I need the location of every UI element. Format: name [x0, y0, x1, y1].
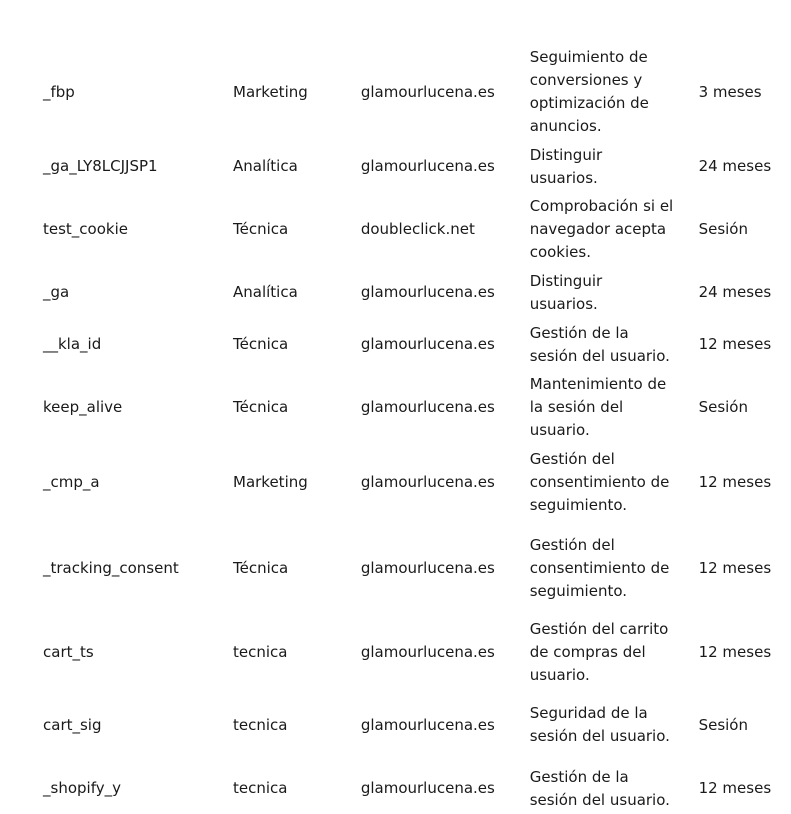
- cookie-domain: glamourlucena.es: [360, 398, 495, 416]
- cookie-domain: glamourlucena.es: [360, 559, 495, 577]
- table-row: [31, 265, 791, 320]
- table-row: [31, 763, 791, 814]
- cookie-purpose: Seguridad de la sesión del usuario.: [529, 704, 670, 745]
- cookie-duration: 3 meses: [698, 82, 762, 101]
- table-row: [31, 139, 791, 194]
- cookie-duration: Sesión: [698, 220, 748, 238]
- cookie-type: Marketing: [233, 82, 308, 101]
- cookie-type: Analítica: [233, 283, 298, 301]
- cookie-type: Técnica: [233, 559, 289, 577]
- cookies-table-body: [31, 45, 791, 814]
- cookie-purpose: Gestión de la sesión del usuario.: [529, 767, 670, 809]
- table-row: [31, 320, 791, 369]
- cookie-type: Técnica: [233, 398, 289, 416]
- cookie-duration: 12 meses: [698, 473, 772, 491]
- cookie-type: tecnica: [233, 715, 288, 734]
- cookie-type: Técnica: [233, 335, 289, 353]
- table-row: [31, 618, 791, 687]
- cookie-purpose: Distinguir usuarios.: [529, 271, 603, 313]
- table-row: [31, 446, 791, 519]
- cookie-domain: glamourlucena.es: [360, 82, 495, 101]
- cookie-type: Marketing: [233, 473, 308, 491]
- cookie-purpose: Comprobación si el navegador acepta cookies.: [529, 197, 674, 261]
- cookie-name: _ga_LY8LCJJSP1: [43, 157, 158, 175]
- cookie-domain: glamourlucena.es: [360, 715, 495, 734]
- cookie-duration: 24 meses: [698, 157, 772, 175]
- cookie-domain: glamourlucena.es: [360, 779, 495, 797]
- cookie-name: _ga: [43, 283, 70, 301]
- cookies-table: [31, 45, 791, 814]
- cookie-type: Analítica: [233, 157, 298, 175]
- cookie-domain: glamourlucena.es: [360, 643, 495, 661]
- cookie-purpose: Gestión del consentimiento de seguimiento.: [529, 536, 670, 600]
- cookie-name: test_cookie: [43, 220, 128, 238]
- cookie-duration: 24 meses: [698, 283, 772, 301]
- cookie-purpose: Seguimiento de conversiones y optimización de anuncios.: [529, 48, 649, 135]
- cookie-duration: 12 meses: [698, 335, 772, 353]
- table-row: [31, 687, 791, 763]
- cookie-type: tecnica: [233, 643, 288, 661]
- cookie-name: _shopify_y: [43, 779, 121, 797]
- cookie-duration: Sesión: [698, 715, 748, 734]
- table-row: [31, 519, 791, 618]
- cookie-purpose: Gestión del consentimiento de seguimiento.: [529, 450, 670, 514]
- cookie-name: __kla_id: [43, 335, 102, 353]
- cookie-name: _fbp: [43, 82, 75, 101]
- cookie-name: _cmp_a: [43, 473, 100, 491]
- cookie-name: keep_alive: [43, 398, 123, 416]
- table-row: [31, 194, 791, 265]
- cookie-purpose: Gestión del carrito de compras del usuario.: [529, 620, 669, 684]
- cookie-duration: 12 meses: [698, 779, 772, 797]
- cookie-purpose: Mantenimiento de la sesión del usuario.: [529, 375, 667, 439]
- cookie-duration: Sesión: [698, 398, 748, 416]
- table-row: [31, 369, 791, 446]
- cookie-domain: glamourlucena.es: [360, 473, 495, 491]
- cookie-domain: doubleclick.net: [360, 220, 475, 238]
- cookie-domain: glamourlucena.es: [360, 283, 495, 301]
- cookie-duration: 12 meses: [698, 559, 772, 577]
- cookie-domain: glamourlucena.es: [360, 335, 495, 353]
- cookie-name: cart_sig: [43, 715, 102, 734]
- cookie-name: cart_ts: [43, 643, 94, 661]
- cookie-name: _tracking_consent: [43, 559, 179, 577]
- cookie-duration: 12 meses: [698, 643, 772, 661]
- cookie-type: tecnica: [233, 779, 288, 797]
- cookie-purpose: Distinguir usuarios.: [529, 145, 603, 187]
- table-row: [31, 45, 791, 139]
- cookie-type: Técnica: [233, 220, 289, 238]
- cookie-purpose: Gestión de la sesión del usuario.: [529, 323, 670, 365]
- cookie-domain: glamourlucena.es: [360, 157, 495, 175]
